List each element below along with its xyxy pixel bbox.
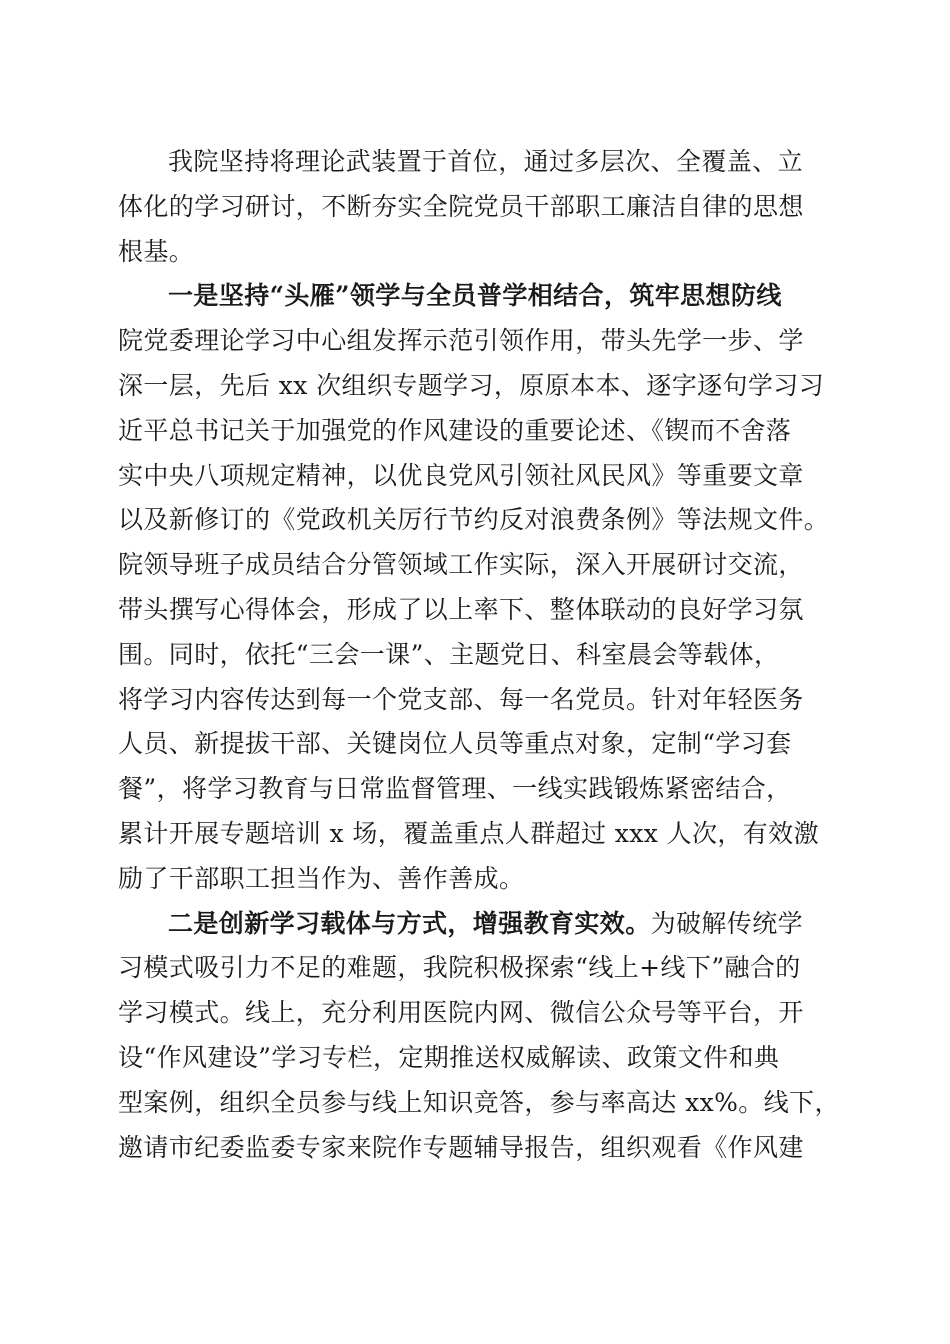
paragraph-intro [118, 140, 830, 274]
text-line: 邀请市纪委监委专家来院作专题辅导报告，组织观看《作风建 [118, 1132, 804, 1162]
document-body [118, 140, 840, 1170]
text-line: 体化的学习研讨，不断夯实全院党员干部职工廉洁自律的思想 [118, 191, 804, 221]
text-line: 根基。 [118, 236, 195, 266]
paragraph-first-measure [118, 274, 830, 901]
paragraph-heading: 一是坚持“头雁”领学与全员普学相结合，筑牢思想防线 [168, 281, 782, 311]
text-line: 带头撰写心得体会，形成了以上率下、整体联动的良好学习氛 [118, 594, 804, 624]
text-line: 励了干部职工担当作为、善作善成。 [118, 863, 525, 893]
text-line: 人员、新提拔干部、关键岗位人员等重点对象，定制“学习套 [118, 729, 792, 759]
text-line: 围。同时，依托“三会一课”、主题党日、科室晨会等载体， [118, 639, 780, 669]
heading-line [118, 902, 830, 947]
text-line: 累计开展专题培训 x 场，覆盖重点人群超过 xxx 人次，有效激 [118, 818, 819, 848]
text-line: 以及新修订的《党政机关厉行节约反对浪费条例》等法规文件。 [118, 505, 830, 535]
heading-tail-text: 为破解传统学 [650, 908, 804, 938]
paragraph-second-measure [118, 902, 840, 1171]
text-line: 习模式吸引力不足的难题，我院积极探索“线上+线下”融合的 [118, 953, 801, 983]
text-line: 近平总书记关于加强党的作风建设的重要论述、《锲而不舍落 [118, 415, 792, 445]
text-line: 设“作风建设”学习专栏，定期推送权威解读、政策文件和典 [118, 1042, 780, 1072]
text-line: 型案例，组织全员参与线上知识竞答，参与率高达 xx%。线下， [118, 1087, 840, 1117]
text-line: 餐”，将学习教育与日常监督管理、一线实践锻炼紧密结合， [118, 774, 792, 804]
text-line: 实中央八项规定精神，以优良党风引领社风民风》等重要文章 [118, 460, 804, 490]
text-line: 将学习内容传达到每一个党支部、每一名党员。针对年轻医务 [118, 684, 804, 714]
paragraph-heading: 二是创新学习载体与方式，增强教育实效。 [168, 908, 651, 938]
text-line: 学习模式。线上，充分利用医院内网、微信公众号等平台，开 [118, 998, 804, 1028]
text-line: 院党委理论学习中心组发挥示范引领作用，带头先学一步、学 [118, 326, 804, 356]
text-line: 深一层，先后 xx 次组织专题学习，原原本本、逐字逐句学习习 [118, 370, 825, 400]
text-line: 我院坚持将理论武装置于首位，通过多层次、全覆盖、立 [168, 147, 804, 176]
text-line: 院领导班子成员结合分管领域工作实际，深入开展研讨交流， [118, 550, 804, 580]
